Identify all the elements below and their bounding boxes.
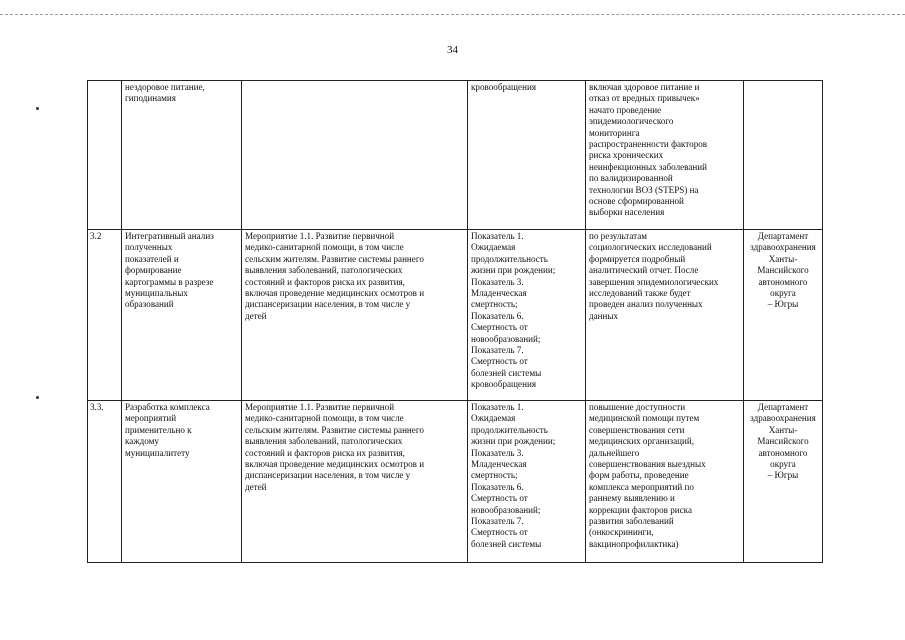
table-row: [88, 230, 823, 401]
task-name-cell: нездоровое питание, гиподинамия: [122, 81, 242, 230]
responsible-cell: [744, 81, 823, 230]
indicators-cell: Показатель 1. Ожидаемая продолжительность жизни при рождении; Показатель 3. Младенческая смертность; Показатель 6. Смертность от новообразований; Показатель 7. Смертность от болезней системы: [468, 401, 586, 563]
responsible-cell: Департамент здравоохранения Ханты- Мансийского автономного округа – Югры: [744, 401, 823, 563]
program-event-cell: [242, 81, 468, 230]
program-event-cell: Мероприятие 1.1. Развитие первичной медико-санитарной помощи, в том числе сельским жителям. Развитие системы раннего выявления заболеваний, патологических состояний и факторов риска их развития, включая проведение медицинских осмотров и диспансеризации населения, в том числе у детей: [242, 230, 468, 401]
table-row: [88, 401, 823, 563]
task-name-cell: Разработка комплекса мероприятий применительно к каждому муниципалитету: [122, 401, 242, 563]
expected-result-cell: по результатам социологических исследований формируется подробный аналитический отчет. После завершения эпидемиологических исследований также будет проведен анализ полученных данных: [586, 230, 744, 401]
row-number-cell: [88, 81, 122, 230]
scan-dot: [36, 107, 39, 110]
measures-table: [87, 80, 823, 563]
expected-result-cell: включая здоровое питание и отказ от вредных привычек» начато проведение эпидемиологического мониторинга распространенности факторов риска хронических неинфекционных заболеваний по валидизированной технологии ВОЗ (STEPS) на основe сформированной выборки населения: [586, 81, 744, 230]
responsible-cell: Департамент здравоохранения Ханты- Мансийского автономного округа – Югры: [744, 230, 823, 401]
scan-top-edge: [0, 14, 905, 15]
expected-result-cell: повышение доступности медицинской помощи путем совершенствования сети медицинских организаций, дальнейшего совершенствования выездных форм работы, проведение комплекса мероприятий по раннему выявлению и коррекции факторов риска развития заболеваний (онкоскрининги, вакцинопрофилактика): [586, 401, 744, 563]
page-number: 34: [447, 44, 458, 56]
task-name-cell: Интегративный анализ полученных показателей и формирование картограммы в разрезе муниципальных образований: [122, 230, 242, 401]
row-number-cell: 3.2: [88, 230, 122, 401]
indicators-cell: Показатель 1. Ожидаемая продолжительность жизни при рождении; Показатель 3. Младенческая смертность; Показатель 6. Смертность от новообразований; Показатель 7. Смертность от болезней системы кровообращения: [468, 230, 586, 401]
program-event-cell: Мероприятие 1.1. Развитие первичной медико-санитарной помощи, в том числе сельским жителям. Развитие системы раннего выявления заболеваний, патологических состояний и факторов риска их развития, включая проведение медицинских осмотров и диспансеризации населения, в том числе у детей: [242, 401, 468, 563]
table-row: [88, 81, 823, 230]
row-number-cell: 3.3.: [88, 401, 122, 563]
scan-dot: [36, 396, 39, 399]
indicators-cell: кровообращения: [468, 81, 586, 230]
